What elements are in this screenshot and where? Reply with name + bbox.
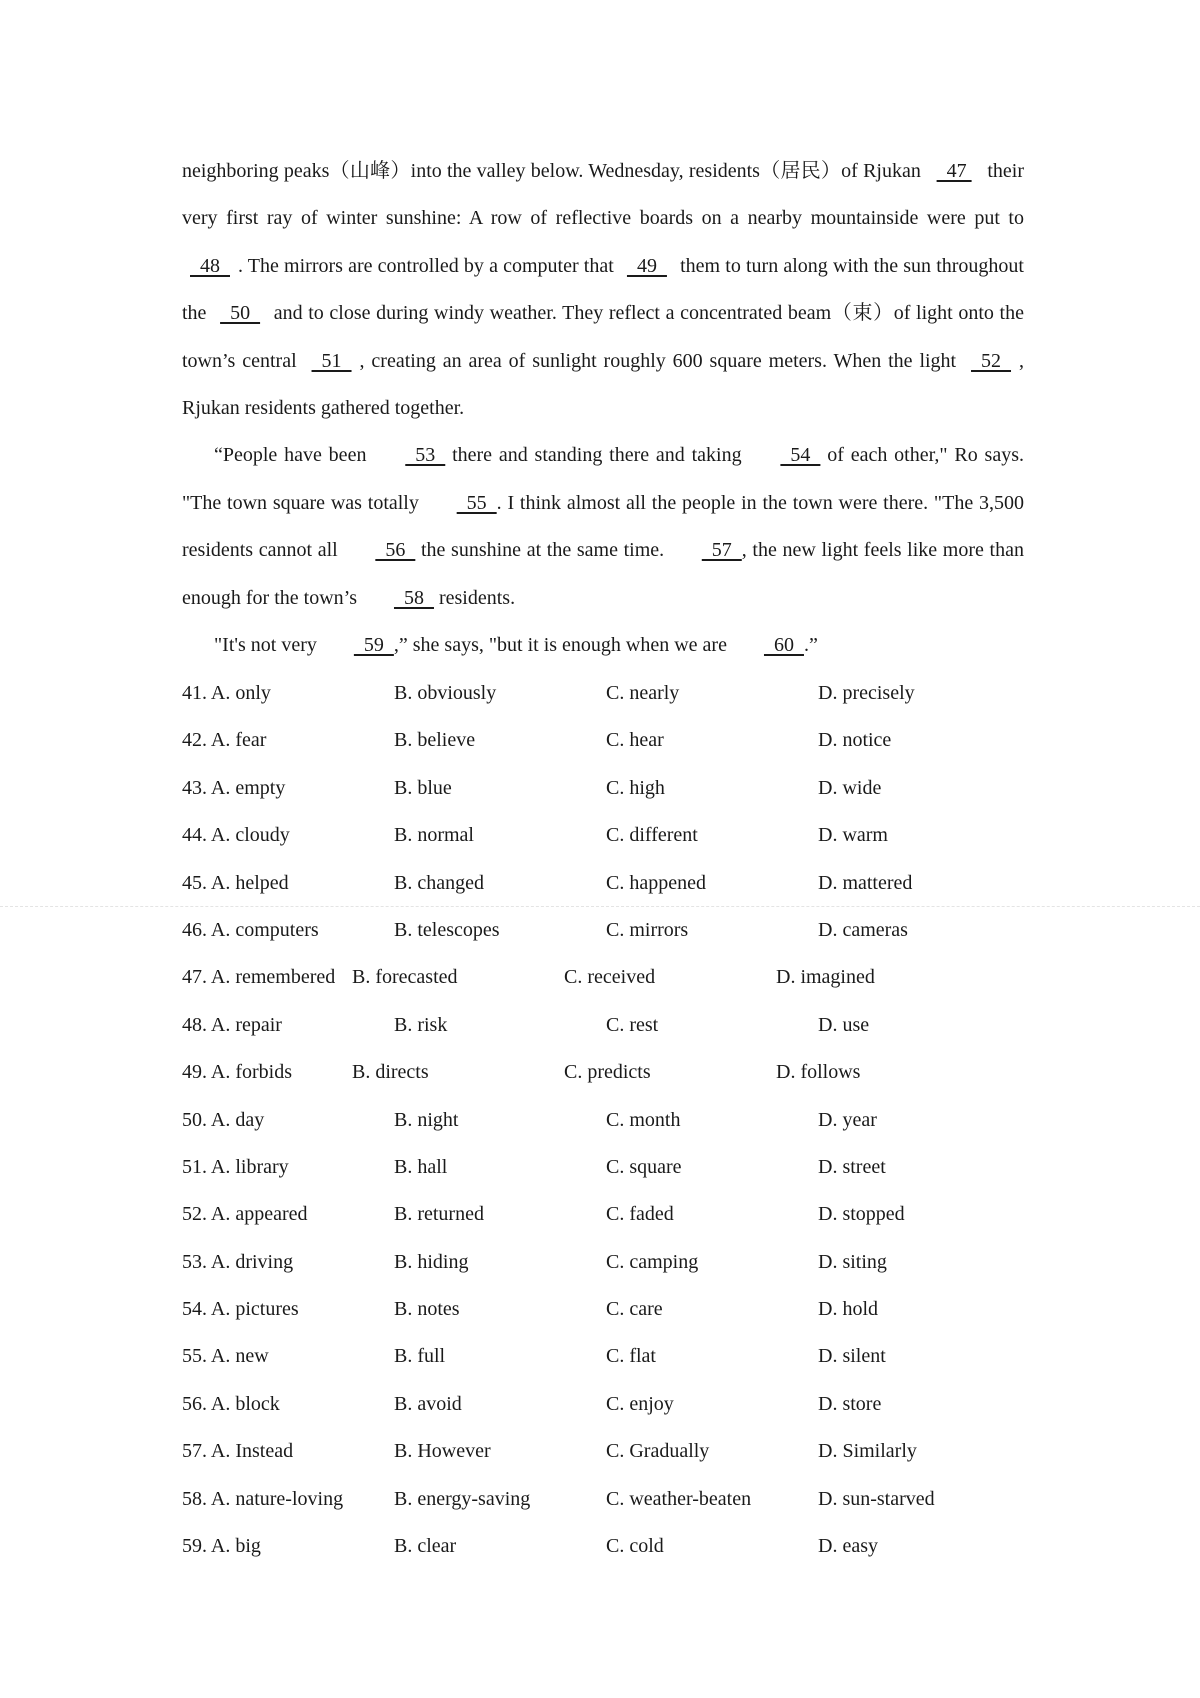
passage-paragraph-1 [182, 148, 1024, 432]
option-d: D. wide [818, 776, 882, 799]
option-b: B. energy-saving [394, 1487, 531, 1510]
option-c: C. hear [606, 729, 664, 752]
option-d: D. silent [818, 1345, 886, 1368]
passage-paragraph-3 [182, 622, 1024, 669]
option-c: C. happened [606, 871, 706, 894]
option-a: 55. A. new [182, 1345, 269, 1368]
option-d: D. notice [818, 729, 892, 752]
blank-57: 57 [701, 539, 742, 562]
blank-48: 48 [190, 254, 230, 277]
option-c: C. weather-beaten [606, 1487, 752, 1510]
option-row-45 [182, 860, 1024, 907]
option-a: 49. A. forbids [182, 1061, 292, 1084]
blank-47: 47 [936, 160, 972, 182]
passage-text: the sunshine at the same time. [415, 539, 670, 562]
passage-text: there and standing there and taking [445, 444, 749, 467]
option-a: 41. A. only [182, 682, 271, 704]
option-d: D. follows [776, 1061, 861, 1084]
option-d: D. Similarly [818, 1440, 917, 1463]
option-d: D. mattered [818, 871, 913, 894]
option-d: D. easy [818, 1535, 878, 1558]
passage-text: .” [803, 634, 818, 657]
option-b: B. blue [394, 776, 452, 799]
option-b: B. night [394, 1108, 459, 1131]
option-c: C. cold [606, 1535, 664, 1558]
option-d: D. street [818, 1155, 886, 1178]
option-row-58 [182, 1476, 1024, 1523]
passage-text: residents. [433, 586, 516, 609]
option-c: C. camping [606, 1250, 699, 1273]
option-a: 59. A. big [182, 1535, 261, 1558]
option-b: B. normal [394, 824, 474, 847]
option-b: B. obviously [394, 682, 497, 704]
option-a: 54. A. pictures [182, 1298, 299, 1321]
option-c: C. received [564, 966, 656, 989]
blank-54: 54 [780, 444, 821, 467]
blank-51: 51 [311, 349, 352, 372]
option-a: 45. A. helped [182, 871, 289, 894]
option-b: B. believe [394, 729, 476, 752]
option-c: C. nearly [606, 682, 680, 704]
option-row-44 [182, 812, 1024, 859]
cloze-passage [182, 148, 1024, 669]
option-row-53 [182, 1239, 1024, 1286]
blank-52: 52 [971, 349, 1012, 372]
option-a: 53. A. driving [182, 1250, 294, 1273]
option-row-57 [182, 1428, 1024, 1475]
option-a: 46. A. computers [182, 918, 319, 941]
option-b: B. forecasted [352, 966, 458, 989]
option-row-52 [182, 1191, 1024, 1238]
passage-text: , creating an area of sunlight roughly 600 square meters. When the light [359, 349, 964, 372]
option-b: B. telescopes [394, 918, 500, 941]
option-a: 43. A. empty [182, 776, 286, 799]
option-d: D. precisely [818, 682, 915, 704]
option-c: C. Gradually [606, 1440, 710, 1463]
option-d: D. sun-starved [818, 1487, 935, 1510]
option-c: C. predicts [564, 1061, 651, 1084]
option-a: 42. A. fear [182, 729, 267, 752]
passage-text: their very first ray of winter sunshine: A row of reflective boards on a nearby mountainside were put to [182, 160, 1024, 230]
passage-text: and to close during windy weather. They reflect a concentrated beam（束）of light onto the town’s central [182, 302, 1024, 372]
option-d: D. stopped [818, 1203, 905, 1226]
blank-59: 59 [353, 634, 394, 657]
option-row-49 [182, 1049, 1024, 1096]
option-d: D. warm [818, 824, 888, 847]
option-row-46 [182, 907, 1024, 954]
blank-60: 60 [763, 634, 804, 657]
option-row-51 [182, 1144, 1024, 1191]
option-a: 52. A. appeared [182, 1203, 308, 1226]
option-c: C. care [606, 1298, 663, 1321]
passage-text: ,” she says, "but it is enough when we are [393, 634, 732, 657]
passage-text: them to turn along with the sun throughout the [182, 254, 1024, 325]
option-a: 50. A. day [182, 1108, 265, 1131]
option-row-43 [182, 765, 1024, 812]
option-c: C. high [606, 776, 665, 799]
option-c: C. square [606, 1155, 682, 1178]
option-b: B. clear [394, 1535, 457, 1558]
option-d: D. siting [818, 1250, 887, 1273]
passage-text: of each other," Ro says. "The town square was totally [182, 444, 1024, 514]
option-row-59 [182, 1523, 1024, 1570]
option-row-47 [182, 954, 1024, 1001]
passage-text: , the new light feels like more than enough for the town’s [182, 539, 1024, 609]
option-b: B. changed [394, 871, 484, 894]
option-row-56 [182, 1381, 1024, 1428]
option-d: D. cameras [818, 918, 908, 941]
option-row-48 [182, 1002, 1024, 1049]
option-c: C. month [606, 1108, 681, 1131]
passage-text: "It's not very [214, 634, 322, 657]
option-c: C. flat [606, 1345, 656, 1368]
option-c: C. faded [606, 1203, 674, 1226]
passage-text: . The mirrors are controlled by a computer that [238, 254, 619, 277]
passage-text: “People have been [214, 444, 374, 467]
option-a: 58. A. nature-loving [182, 1487, 344, 1510]
option-d: D. store [818, 1392, 882, 1415]
option-d: D. year [818, 1108, 877, 1131]
blank-53: 53 [405, 444, 446, 467]
blank-49: 49 [626, 254, 667, 277]
blank-58: 58 [393, 586, 434, 609]
option-a: 48. A. repair [182, 1013, 282, 1036]
passage-text: neighboring peaks（山峰）into the valley below. Wednesday, residents（居民）of Rjukan [182, 160, 927, 182]
answer-options-list [182, 670, 1024, 1570]
passage-text: , Rjukan residents gathered together. [182, 349, 1025, 420]
blank-50: 50 [220, 302, 261, 325]
option-row-54 [182, 1286, 1024, 1333]
option-d: D. use [818, 1013, 870, 1036]
option-b: B. However [394, 1440, 491, 1463]
option-b: B. hiding [394, 1250, 469, 1273]
option-d: D. hold [818, 1298, 878, 1321]
option-a: 44. A. cloudy [182, 824, 290, 847]
option-b: B. full [394, 1345, 446, 1368]
option-b: B. hall [394, 1155, 448, 1178]
option-d: D. imagined [776, 966, 875, 989]
option-row-50 [182, 1097, 1024, 1144]
option-c: C. different [606, 824, 698, 847]
option-b: B. notes [394, 1298, 460, 1321]
option-row-41 [182, 670, 1024, 717]
option-row-42 [182, 717, 1024, 764]
option-a: 57. A. Instead [182, 1440, 294, 1463]
option-a: 56. A. block [182, 1392, 280, 1415]
option-b: B. avoid [394, 1392, 462, 1415]
option-b: B. returned [394, 1203, 484, 1226]
passage-text: . I think almost all the people in the town were there. "The 3,500 residents cannot all [182, 491, 1024, 562]
blank-56: 56 [375, 539, 416, 562]
option-b: B. risk [394, 1013, 448, 1036]
option-b: B. directs [352, 1061, 429, 1084]
option-c: C. mirrors [606, 918, 689, 941]
option-c: C. enjoy [606, 1392, 674, 1415]
passage-paragraph-2 [182, 432, 1024, 622]
option-a: 47. A. remembered [182, 966, 336, 989]
option-a: 51. A. library [182, 1155, 289, 1178]
option-row-55 [182, 1333, 1024, 1380]
blank-55: 55 [456, 491, 497, 514]
option-c: C. rest [606, 1013, 659, 1036]
